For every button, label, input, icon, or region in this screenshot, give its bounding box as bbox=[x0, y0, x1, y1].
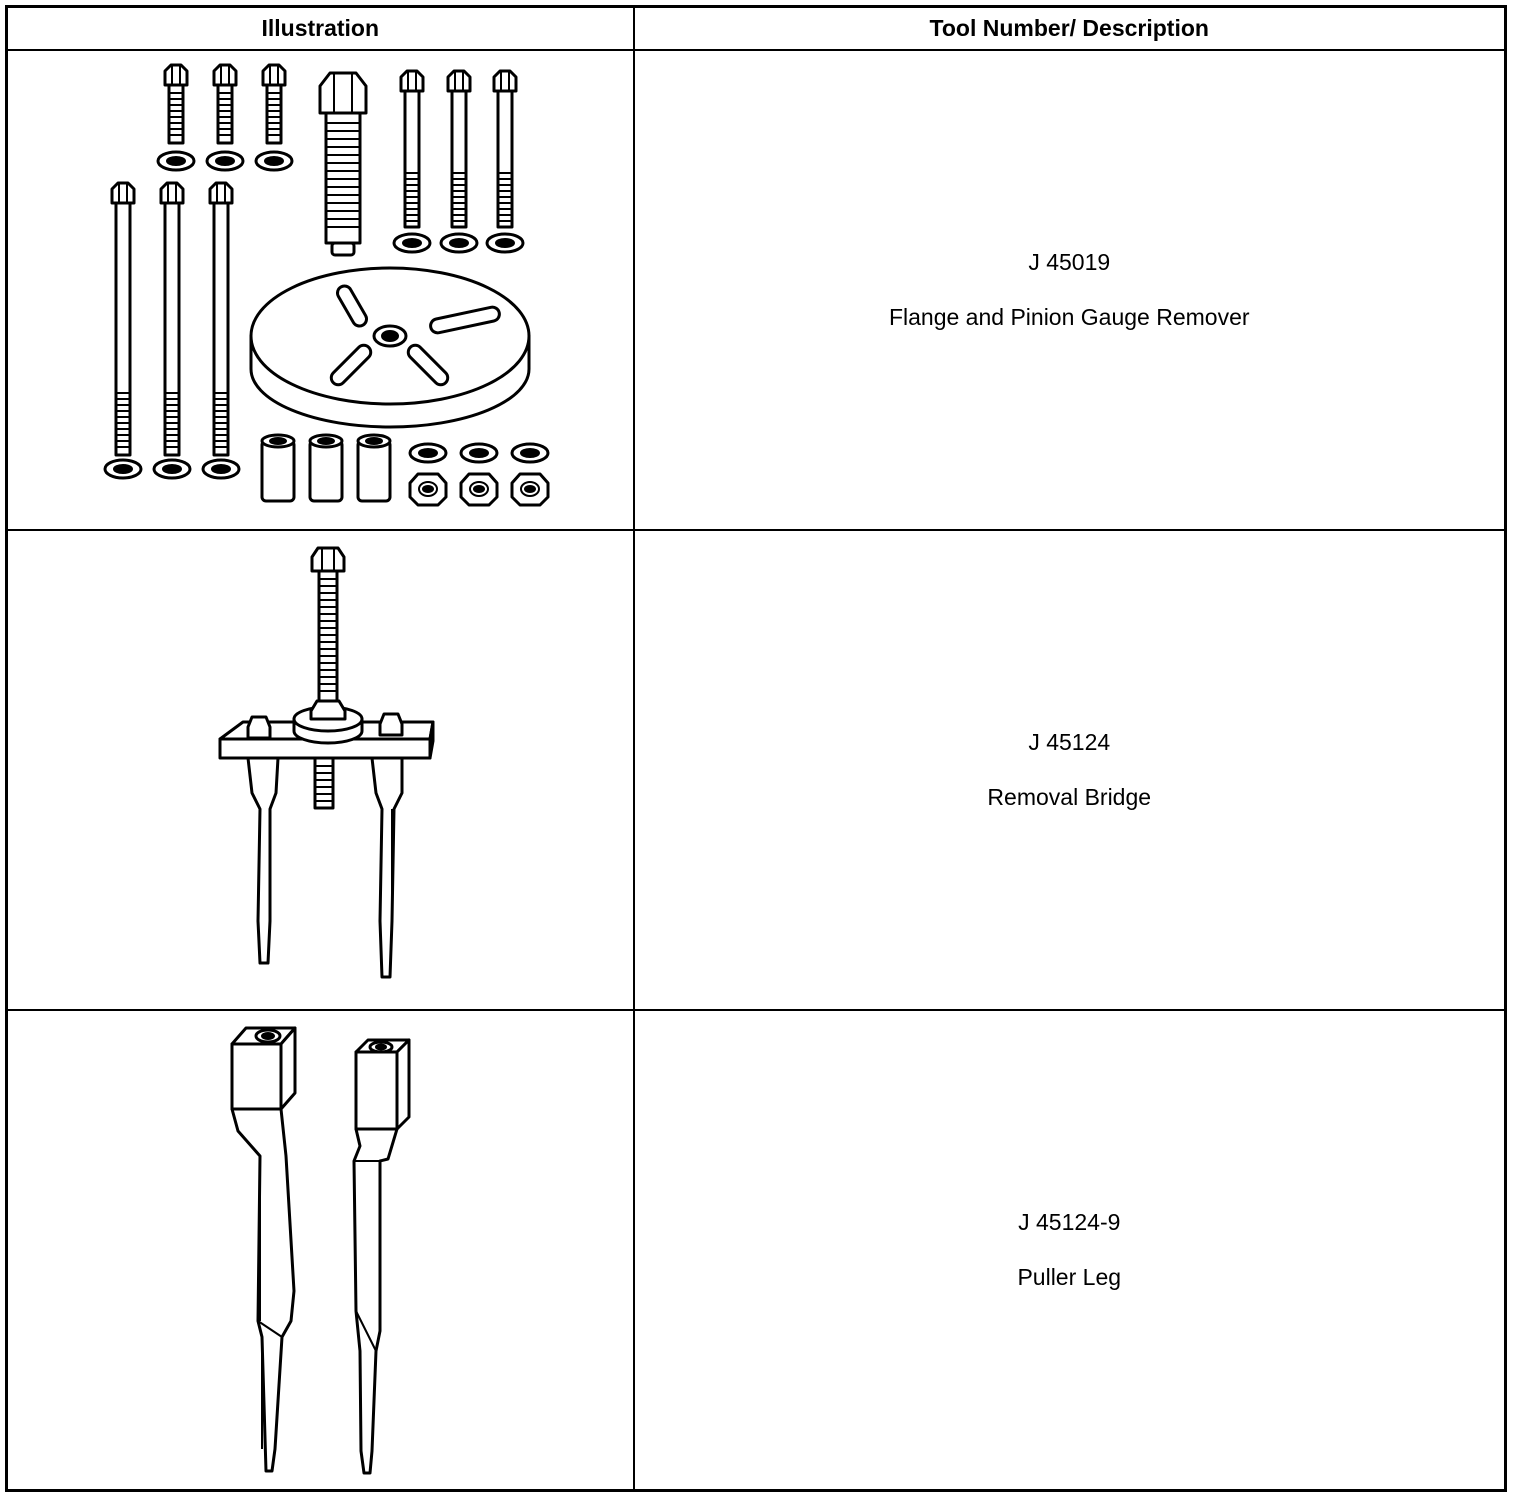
tool-number: J 45019 bbox=[1028, 248, 1111, 275]
illustration-cell bbox=[7, 50, 634, 530]
description-cell bbox=[634, 530, 1506, 1010]
header-illustration: Illustration bbox=[7, 7, 634, 51]
table-row bbox=[7, 530, 1506, 1010]
table-row bbox=[7, 1010, 1506, 1491]
tool-description: Flange and Pinion Gauge Remover bbox=[888, 303, 1250, 330]
illustration-cell bbox=[7, 530, 634, 1010]
table-header-row bbox=[7, 7, 1506, 51]
flange-pinion-gauge-remover-kit-icon bbox=[8, 51, 635, 529]
puller-leg-icon bbox=[8, 1011, 635, 1489]
tool-description: Puller Leg bbox=[1017, 1263, 1122, 1290]
tool-description: Removal Bridge bbox=[987, 783, 1152, 810]
description-cell bbox=[634, 1010, 1506, 1491]
illustration-cell bbox=[7, 1010, 634, 1491]
table-row bbox=[7, 50, 1506, 530]
description-cell bbox=[634, 50, 1506, 530]
tool-table bbox=[5, 5, 1507, 1492]
tool-number: J 45124 bbox=[1028, 728, 1111, 755]
header-tool-description: Tool Number/ Description bbox=[634, 7, 1506, 51]
removal-bridge-icon bbox=[8, 531, 635, 1009]
tool-number: J 45124-9 bbox=[1018, 1208, 1121, 1235]
